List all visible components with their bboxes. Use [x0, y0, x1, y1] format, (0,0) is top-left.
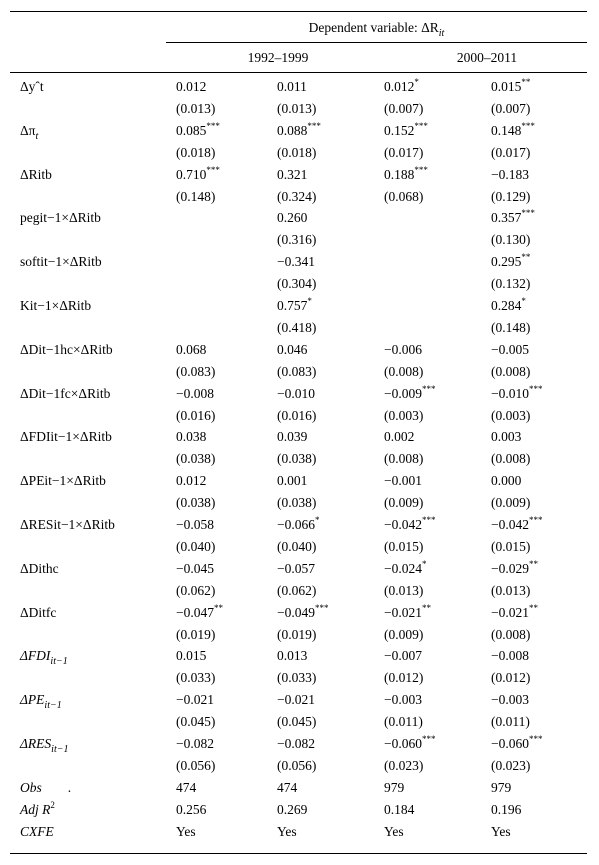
coefficient-cell: [384, 342, 422, 358]
standard-error-cell: (0.017): [384, 144, 424, 160]
coefficient-value: −0.042: [491, 517, 529, 532]
row-label-text: ΔRitb: [20, 166, 52, 182]
row-label-subscript: it−1: [51, 744, 69, 755]
coefficient-cell: [277, 298, 312, 314]
row-label-text: Δyˆt: [20, 79, 44, 94]
coefficient-cell: [491, 383, 543, 402]
row-label-text: ΔDit−1hc×ΔRitb: [20, 341, 113, 357]
standard-error-cell: (0.008): [384, 363, 424, 379]
coefficient-value: −0.341: [277, 254, 315, 270]
coefficient-value: −0.058: [176, 517, 214, 532]
footer-row-label: [20, 824, 54, 840]
coefficient-value: −0.060: [491, 736, 529, 751]
row-label: [20, 298, 91, 314]
coefficient-cell: [491, 517, 543, 533]
coefficient-value: −0.009: [384, 385, 422, 401]
footer-label-text: CXFE: [20, 823, 54, 839]
coefficient-value: −0.066: [277, 517, 315, 532]
row-label-text: ΔDit−1fc×ΔRitb: [20, 385, 111, 401]
significance-stars: **: [422, 602, 431, 613]
row-label: [20, 79, 44, 95]
standard-error-cell: (0.038): [176, 451, 216, 467]
standard-error-cell: (0.017): [491, 144, 531, 160]
standard-error-cell: (0.023): [384, 757, 424, 773]
footer-row-label: [20, 799, 55, 818]
coefficient-cell: [384, 602, 431, 621]
row-label-text: ΔPEit−1×ΔRitb: [20, 473, 106, 489]
footer-value-cell: 0.184: [384, 801, 415, 817]
coefficient-value: −0.021: [491, 604, 529, 620]
standard-error-cell: (0.083): [277, 363, 317, 379]
significance-stars: ***: [307, 120, 321, 131]
standard-error-cell: (0.033): [176, 670, 216, 686]
coefficient-value: −0.082: [176, 736, 214, 751]
standard-error-cell: (0.316): [277, 232, 317, 248]
dependent-variable-text: Dependent variable: ΔR: [308, 20, 439, 35]
coefficient-cell: [176, 120, 220, 139]
standard-error-cell: (0.012): [384, 670, 424, 686]
coefficient-cell: [176, 79, 206, 95]
footer-label-text: Obs: [20, 779, 42, 795]
coefficient-value: 0.038: [176, 429, 207, 445]
footer-value-cell: 979: [384, 779, 405, 795]
significance-stars: *: [414, 77, 419, 87]
significance-stars: **: [521, 252, 531, 263]
row-label-text: ΔDithc: [20, 560, 59, 576]
coefficient-cell: [277, 167, 307, 183]
coefficient-cell: [491, 429, 521, 445]
footer-value-cell: Yes: [384, 823, 404, 839]
footer-label-text: Adj R: [20, 801, 51, 817]
standard-error-cell: (0.003): [384, 407, 424, 423]
coefficient-cell: [491, 648, 529, 664]
standard-error-cell: (0.013): [384, 582, 424, 598]
coefficient-cell: [491, 342, 529, 358]
standard-error-cell: (0.056): [277, 757, 317, 773]
coefficient-value: 0.012: [176, 473, 207, 489]
significance-stars: ***: [521, 120, 535, 131]
coefficient-value: −0.021: [176, 692, 214, 708]
coefficient-value: 0.012: [176, 79, 207, 94]
row-label: [20, 167, 52, 183]
coefficient-value: 0.284: [491, 298, 522, 313]
row-label-subscript: it−1: [50, 656, 68, 668]
standard-error-cell: (0.132): [491, 276, 531, 292]
coefficient-cell: [176, 692, 214, 708]
row-label-text: ΔFDI: [20, 648, 51, 664]
coefficient-cell: [491, 692, 529, 708]
coefficient-cell: [277, 79, 307, 95]
standard-error-cell: (0.011): [491, 714, 530, 730]
significance-stars: ***: [414, 164, 428, 175]
coefficient-value: 0.011: [277, 79, 307, 94]
standard-error-cell: (0.033): [277, 670, 317, 686]
significance-stars: ***: [414, 120, 428, 131]
coefficient-value: −0.024: [384, 560, 422, 576]
coefficient-value: −0.006: [384, 341, 422, 357]
coefficient-value: 0.001: [277, 473, 308, 489]
coefficient-cell: [384, 79, 419, 95]
coefficient-cell: [491, 558, 538, 577]
coefficient-cell: [384, 429, 414, 445]
coefficient-cell: [176, 736, 214, 752]
significance-stars: ***: [529, 383, 543, 394]
significance-stars: **: [529, 602, 538, 613]
row-label-text: softit−1×ΔRitb: [20, 254, 102, 270]
row-label: [20, 254, 102, 270]
coefficient-cell: [277, 120, 321, 139]
row-label: [20, 122, 39, 142]
row-label: [20, 692, 62, 712]
significance-stars: ***: [206, 164, 220, 175]
standard-error-cell: (0.003): [491, 407, 531, 423]
coefficient-cell: [491, 298, 526, 314]
standard-error-cell: (0.018): [277, 144, 317, 160]
coefficient-value: −0.005: [491, 341, 529, 357]
standard-error-cell: (0.013): [277, 100, 317, 116]
row-label: [20, 342, 113, 358]
standard-error-cell: (0.418): [277, 319, 317, 335]
header-underline: [166, 42, 587, 43]
coefficient-cell: [277, 473, 307, 489]
significance-stars: ***: [315, 602, 329, 613]
coefficient-cell: [491, 473, 521, 489]
coefficient-value: −0.042: [384, 517, 422, 532]
coefficient-value: −0.008: [491, 648, 529, 664]
footer-value-cell: 474: [277, 779, 298, 795]
footer-value-cell: Yes: [277, 823, 297, 839]
coefficient-cell: [384, 692, 422, 708]
coefficient-value: −0.010: [277, 385, 315, 401]
standard-error-cell: (0.009): [384, 495, 424, 511]
period-header-1: 1992–1999: [247, 50, 309, 65]
standard-error-cell: (0.040): [277, 538, 317, 554]
coefficient-cell: [277, 210, 307, 226]
coefficient-value: 0.357: [491, 210, 522, 226]
coefficient-value: −0.045: [176, 560, 214, 576]
coefficient-value: −0.047: [176, 604, 214, 620]
coefficient-value: −0.010: [491, 385, 529, 401]
coefficient-value: 0.000: [491, 473, 522, 489]
footer-label-superscript: 2: [50, 799, 55, 810]
coefficient-value: 0.003: [491, 429, 522, 445]
standard-error-cell: (0.056): [176, 757, 216, 773]
standard-error-cell: (0.038): [277, 495, 317, 511]
dependent-variable-header: [166, 20, 587, 39]
footer-value-cell: Yes: [491, 823, 511, 839]
coefficient-cell: [491, 79, 530, 95]
coefficient-cell: [277, 736, 315, 752]
standard-error-cell: (0.016): [176, 407, 216, 423]
standard-error-cell: (0.008): [491, 626, 531, 642]
coefficient-cell: [384, 648, 422, 664]
row-label: [20, 736, 69, 755]
significance-stars: ***: [422, 383, 436, 394]
standard-error-cell: (0.009): [384, 626, 424, 642]
coefficient-value: 0.015: [176, 648, 207, 664]
coefficient-cell: [491, 602, 538, 621]
standard-error-cell: (0.304): [277, 276, 317, 292]
row-label-text: Kit−1×ΔRitb: [20, 298, 92, 313]
coefficient-cell: [384, 120, 428, 139]
standard-error-cell: (0.045): [176, 714, 216, 730]
coefficient-cell: [491, 736, 543, 752]
significance-stars: *: [307, 296, 312, 306]
coefficient-value: 0.088: [277, 122, 308, 138]
coefficient-value: 0.188: [384, 166, 415, 182]
standard-error-cell: (0.012): [491, 670, 531, 686]
footer-label-suffix: .: [67, 779, 72, 795]
row-label-text: ΔRESit−1×ΔRitb: [20, 517, 115, 532]
row-label-text: Δπ: [20, 122, 36, 138]
coefficient-value: −0.183: [491, 166, 529, 182]
dependent-variable-subscript: it: [438, 28, 445, 39]
coefficient-value: 0.152: [384, 122, 415, 138]
coefficient-cell: [176, 517, 214, 533]
standard-error-cell: (0.019): [277, 626, 317, 642]
coefficient-cell: [277, 692, 315, 708]
row-label: [20, 517, 115, 533]
coefficient-cell: [384, 383, 436, 402]
coefficient-value: 0.046: [277, 341, 308, 357]
coefficient-value: 0.260: [277, 210, 308, 226]
row-label: [20, 210, 101, 226]
coefficient-value: −0.082: [277, 736, 315, 751]
coefficient-cell: [277, 429, 307, 445]
coefficient-value: −0.021: [277, 692, 315, 708]
period-header-2: 2000–2011: [456, 50, 518, 65]
coefficient-value: −0.001: [384, 473, 422, 489]
standard-error-cell: (0.038): [277, 451, 317, 467]
footer-value-cell: 0.256: [176, 801, 207, 817]
standard-error-cell: (0.038): [176, 495, 216, 511]
row-label-subscript: it−1: [44, 700, 62, 712]
row-label: [20, 648, 68, 668]
standard-error-cell: (0.011): [384, 714, 423, 730]
standard-error-cell: (0.015): [384, 538, 424, 554]
footer-value-cell: 0.269: [277, 801, 308, 817]
standard-error-cell: (0.008): [491, 363, 531, 379]
coefficient-cell: [176, 342, 206, 358]
coefficient-value: 0.002: [384, 429, 415, 445]
standard-error-cell: (0.062): [176, 582, 216, 598]
row-label-text: ΔRES: [20, 736, 52, 751]
coefficient-cell: [277, 342, 307, 358]
footer-value-cell: 0.196: [491, 801, 522, 817]
footer-value-cell: 474: [176, 779, 197, 795]
coefficient-cell: [277, 561, 315, 577]
significance-stars: **: [214, 602, 223, 613]
standard-error-cell: (0.016): [277, 407, 317, 423]
coefficient-value: −0.003: [384, 692, 422, 708]
standard-error-cell: (0.008): [491, 451, 531, 467]
standard-error-cell: (0.045): [277, 714, 317, 730]
coefficient-cell: [277, 386, 315, 402]
standard-error-cell: (0.018): [176, 144, 216, 160]
coefficient-value: −0.008: [176, 385, 214, 401]
coefficient-cell: [491, 120, 535, 139]
row-label: [20, 386, 110, 402]
row-label-subscript: t: [35, 130, 39, 142]
standard-error-cell: (0.023): [491, 757, 531, 773]
standard-error-cell: (0.324): [277, 188, 317, 204]
standard-error-cell: (0.007): [491, 100, 531, 116]
coefficient-value: −0.060: [384, 736, 422, 751]
standard-error-cell: (0.015): [491, 538, 531, 554]
significance-stars: ***: [206, 120, 220, 131]
footer-row-label: [20, 780, 71, 796]
top-rule: [10, 11, 587, 12]
significance-stars: ***: [521, 208, 535, 219]
coefficient-value: −0.021: [384, 604, 422, 620]
standard-error-cell: (0.040): [176, 538, 216, 554]
coefficient-value: 0.148: [491, 122, 522, 138]
standard-error-cell: (0.013): [176, 100, 216, 116]
row-label-text: ΔDitfc: [20, 604, 57, 620]
standard-error-cell: (0.083): [176, 363, 216, 379]
coefficient-value: 0.012: [384, 79, 415, 94]
coefficient-value: −0.007: [384, 648, 422, 664]
coefficient-cell: [491, 167, 529, 183]
coefficient-cell: [491, 254, 530, 270]
standard-error-cell: (0.148): [176, 188, 216, 204]
significance-stars: **: [521, 77, 531, 87]
coefficient-cell: [277, 648, 307, 664]
row-label-text: ΔFDIit−1×ΔRitb: [20, 429, 112, 445]
coefficient-cell: [384, 473, 422, 489]
coefficient-value: 0.757: [277, 298, 308, 313]
standard-error-cell: (0.007): [384, 100, 424, 116]
row-label: [20, 561, 59, 577]
standard-error-cell: (0.129): [491, 188, 531, 204]
coefficient-value: 0.015: [491, 79, 522, 94]
row-label: [20, 473, 106, 489]
coefficient-cell: [176, 429, 206, 445]
coefficient-value: −0.049: [277, 604, 315, 620]
significance-stars: *: [521, 296, 526, 306]
coefficient-value: 0.321: [277, 166, 308, 182]
coefficient-cell: [277, 517, 320, 533]
significance-stars: ***: [422, 515, 436, 525]
significance-stars: *: [422, 558, 427, 569]
footer-value-cell: Yes: [176, 823, 196, 839]
standard-error-cell: (0.013): [491, 582, 531, 598]
coefficient-cell: [277, 602, 329, 621]
coefficient-cell: [384, 517, 436, 533]
coefficient-cell: [176, 386, 214, 402]
coefficient-value: 0.013: [277, 648, 308, 664]
significance-stars: ***: [529, 515, 543, 525]
standard-error-cell: (0.148): [491, 319, 531, 335]
coefficient-value: 0.039: [277, 429, 308, 445]
coefficient-cell: [176, 473, 206, 489]
coefficient-value: 0.085: [176, 122, 207, 138]
row-label: [20, 429, 112, 445]
standard-error-cell: (0.019): [176, 626, 216, 642]
coefficient-cell: [384, 736, 436, 752]
coefficient-value: 0.295: [491, 254, 522, 270]
coefficient-cell: [176, 602, 223, 621]
coefficient-value: −0.003: [491, 692, 529, 708]
standard-error-cell: (0.062): [277, 582, 317, 598]
coefficient-cell: [384, 558, 427, 577]
coefficient-value: 0.068: [176, 341, 207, 357]
coefficient-cell: [176, 164, 220, 183]
row-label-text: pegit−1×ΔRitb: [20, 210, 101, 226]
coefficient-value: −0.029: [491, 560, 529, 576]
standard-error-cell: (0.068): [384, 188, 424, 204]
coefficient-cell: [176, 648, 206, 664]
significance-stars: *: [315, 515, 320, 525]
coefficient-cell: [491, 210, 535, 226]
standard-error-cell: (0.009): [491, 495, 531, 511]
coefficient-cell: [384, 164, 428, 183]
footer-value-cell: 979: [491, 779, 512, 795]
significance-stars: **: [529, 558, 538, 569]
significance-stars: ***: [529, 734, 543, 744]
header-bottom-rule: [10, 72, 587, 73]
standard-error-cell: (0.008): [384, 451, 424, 467]
coefficient-cell: [176, 561, 214, 577]
coefficient-value: −0.057: [277, 560, 315, 576]
row-label-text: ΔPE: [20, 692, 45, 708]
standard-error-cell: (0.130): [491, 232, 531, 248]
row-label: [20, 605, 56, 621]
coefficient-cell: [277, 254, 315, 270]
coefficient-value: 0.710: [176, 166, 207, 182]
bottom-rule: [10, 853, 587, 854]
significance-stars: ***: [422, 734, 436, 744]
